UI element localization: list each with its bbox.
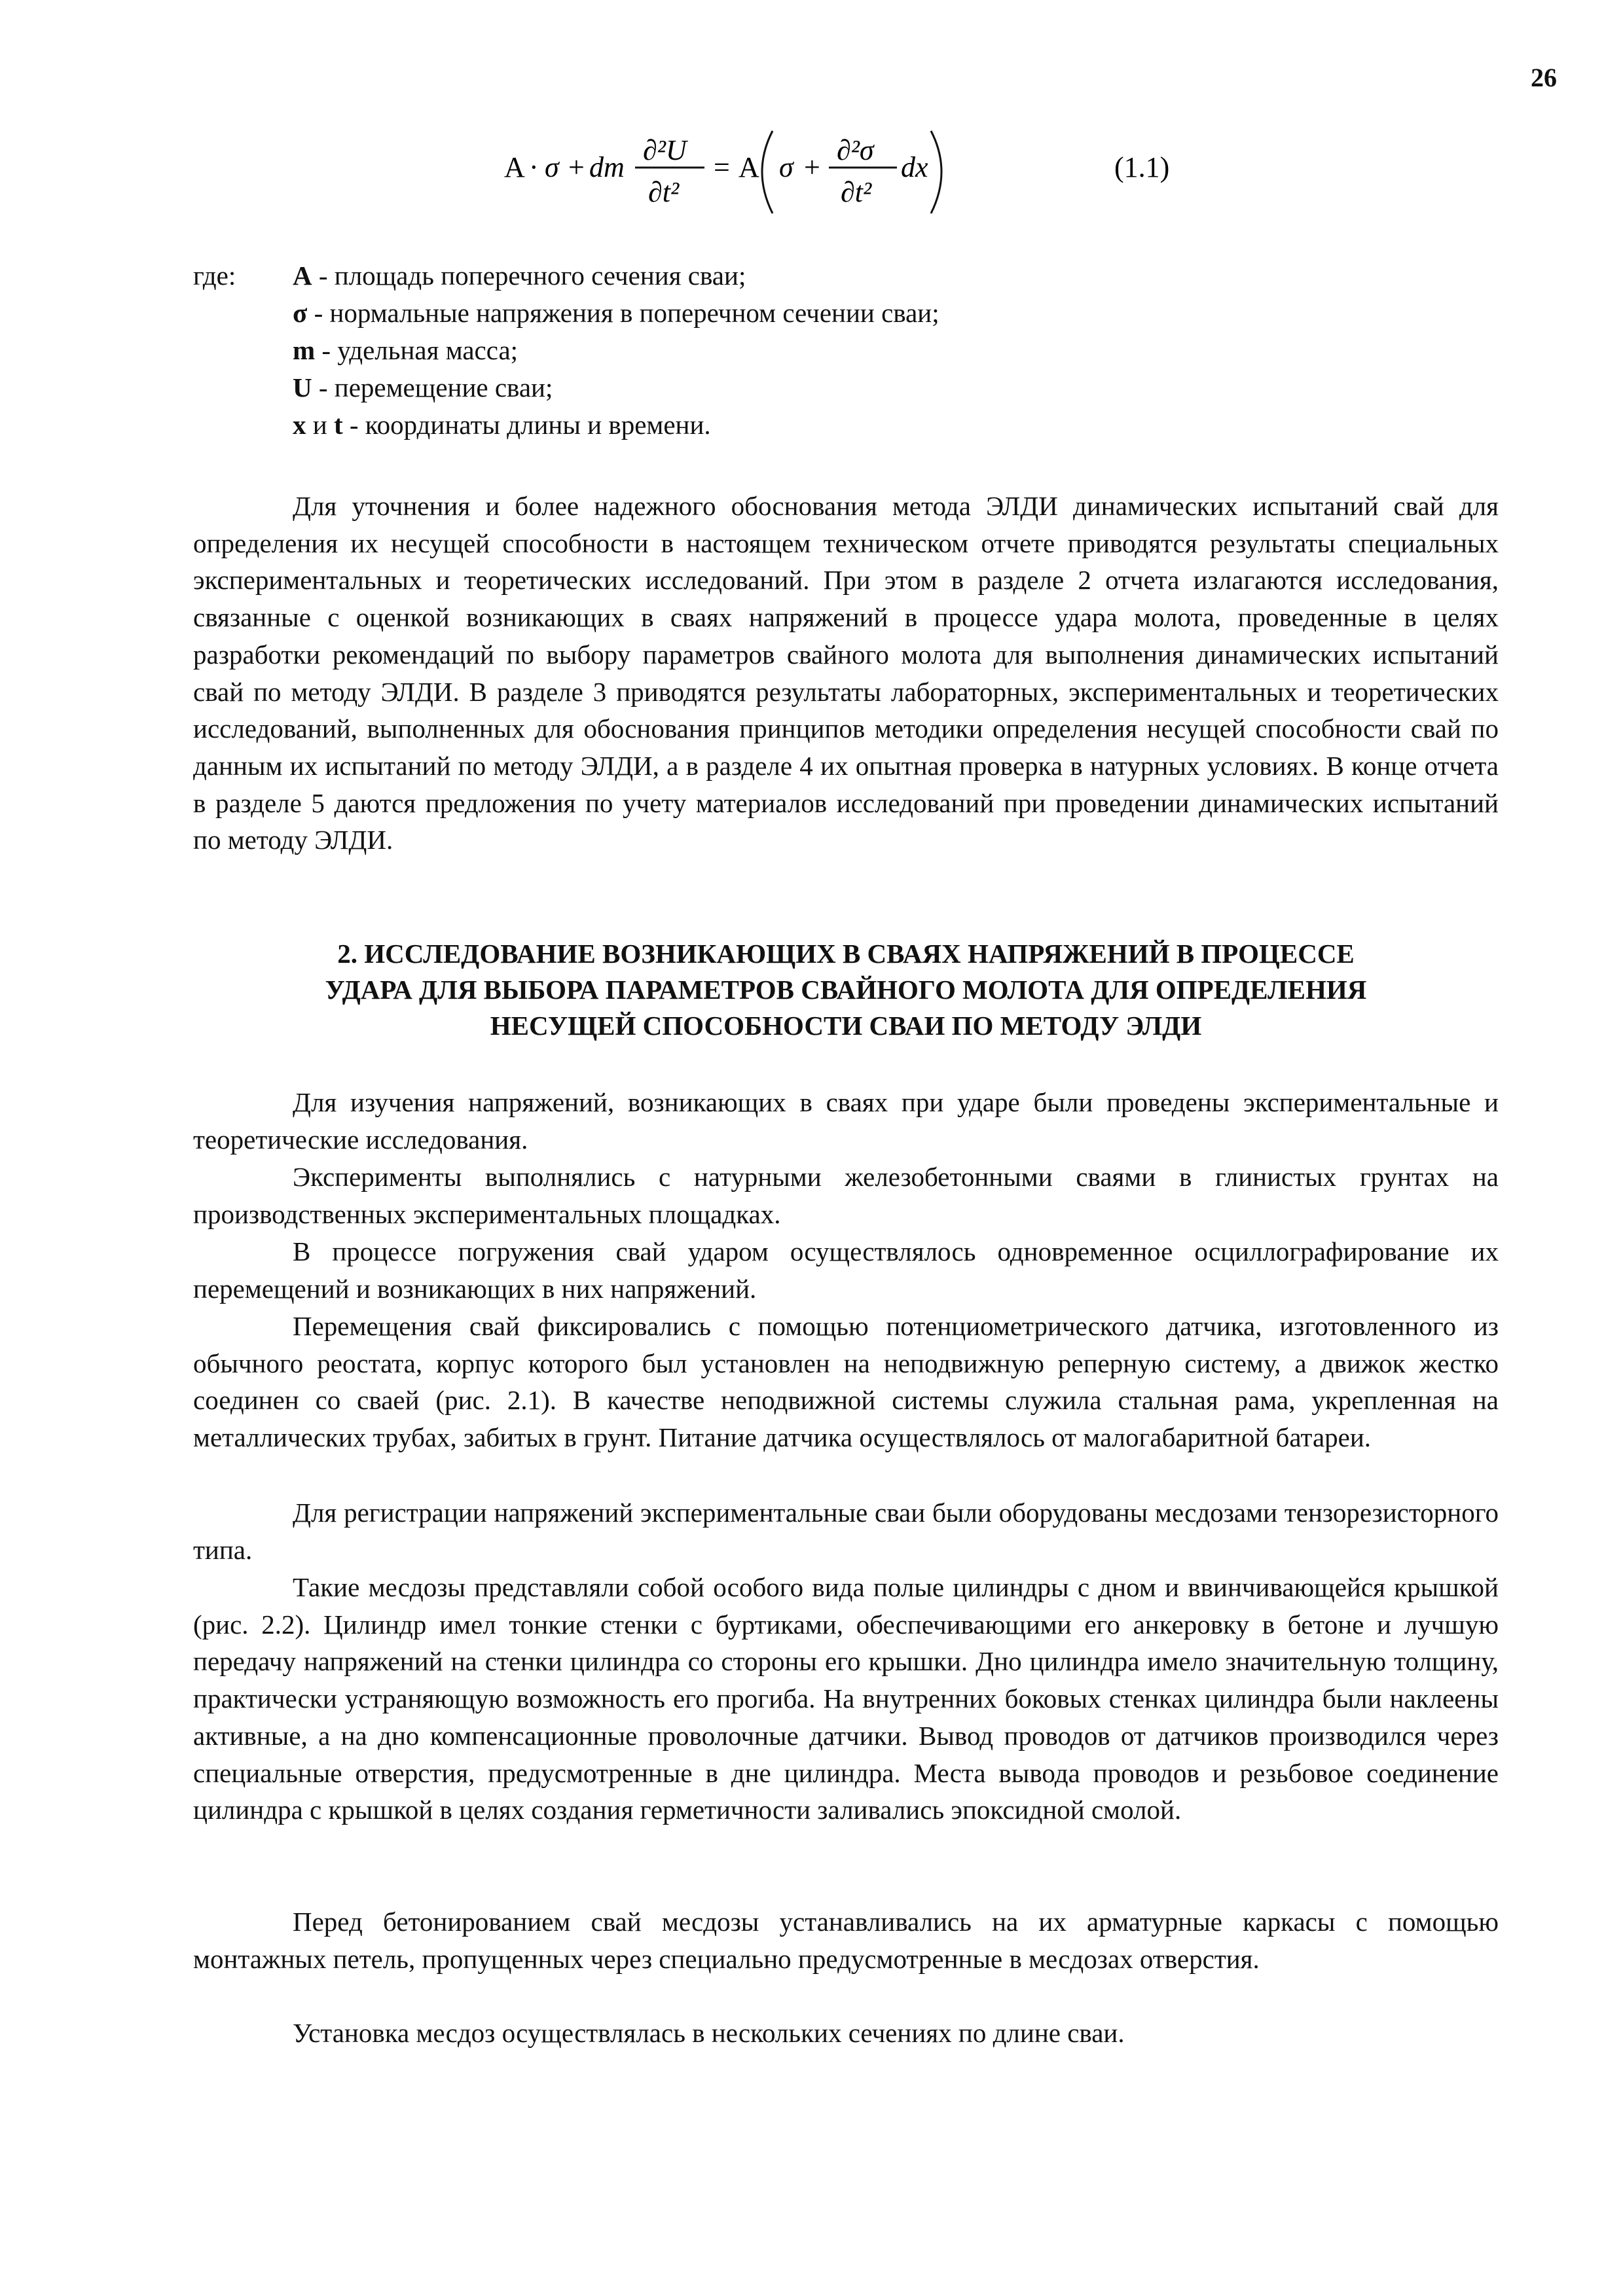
page-number: 26: [1531, 63, 1557, 92]
formula-rhs-a: A: [739, 151, 759, 183]
formula-rhs-sigma: σ: [779, 151, 793, 183]
intro-paragraph: Для уточнения и более надежного обоснования метода ЭЛДИ динамических испытаний свай для определения их несущей способности в настоящем техническом отчете приводятся результаты специальных экспериментальных и теоретических исследований. При этом в разделе 2 отчета излагаются исследования, связанные с оценкой возникающих в сваях напряжений в процессе удара молота, проведенные в целях разработки рекомендаций по выбору параметров свайного молота для выполнения динамических испытаний свай по методу ЭЛДИ. В разделе 3 приводятся результаты лабораторных, экспериментальных и теоретических исследований, выполненных для обоснования принципов методики определения несущей способности свай по данным их испытаний по методу ЭЛДИ, а в разделе 4 их опытная проверка в натурных условиях. В конце отчета в разделе 5 даются предложения по учету материалов исследований при проведении динамических испытаний по методу ЭЛДИ.: [193, 491, 1499, 855]
formula-equals: =: [714, 151, 730, 183]
paragraph-2: Эксперименты выполнялись с натурными железобетонными сваями в глинистых грунтах на производственных экспериментальных площадках.: [193, 1162, 1499, 1229]
formula-numerator-sigma: ∂²σ: [837, 134, 874, 166]
paragraph-1: Для изучения напряжений, возникающих в сваях при ударе были проведены экспериментальные и теоретические исследования.: [193, 1087, 1499, 1155]
right-paren: [931, 131, 941, 213]
formula-numerator-u: ∂²U: [643, 134, 687, 166]
paragraph-4: Перемещения свай фиксировались с помощью потенциометрического датчика, изготовленного из обычного реостата, корпус которого был установлен на неподвижную реперную систему, а движок жестко соединен со сваей (рис. 2.1). В качестве неподвижной системы служила стальная рама, укрепленная на металлических трубах, забитых в грунт. Питание датчика осуществлялось от малогабаритной батареи.: [193, 1311, 1499, 1453]
paragraph-7: Перед бетонированием свай месдозы устанавливались на их арматурные каркасы с помощью монтажных петель, пропущенных через специально предусмотренные в месдозах отверстия.: [193, 1907, 1499, 1974]
formula-1-1: [498, 124, 1283, 223]
paragraph-6: Такие месдозы представляли собой особого вида полые цилиндры с дном и ввинчивающейся крышкой (рис. 2.2). Цилиндр имел тонкие стенки с буртиками, обеспечивающими его анкеровку в бетоне и лучшую передачу напряжений на стенки цилиндра со стороны его крышки. Дно цилиндра имело значительную толщину, практически устраняющую возможность его прогиба. На внутренних боковых стенках цилиндра были наклеены активные, а на дно компенсационные проволочные датчики. Вывод проводов от датчиков производился через специальные отверстия, предусмотренные в дне цилиндра. Места вывода проводов и резьбовое соединение цилиндра с крышкой в целях создания герметичности заливались эпоксидной смолой.: [193, 1572, 1499, 1825]
definition-x-t: x и t - координаты длины и времени.: [293, 410, 711, 440]
formula-dot: ·: [529, 151, 539, 183]
definition-u: U - перемещение сваи;: [293, 372, 553, 403]
formula-lhs-a: A: [504, 151, 525, 183]
formula-dm: dm: [589, 151, 625, 183]
left-paren: [762, 131, 773, 213]
formula-sigma: σ: [545, 151, 559, 183]
paragraph-3: В процессе погружения свай ударом осуществлялось одновременное осциллографирование их перемещений и возникающих в них напряжений.: [193, 1236, 1499, 1304]
formula-plus: +: [568, 151, 585, 183]
formula-denominator-t2: ∂t²: [648, 176, 680, 208]
paragraph-5: Для регистрации напряжений экспериментальные сваи были оборудованы месдозами тензорезисторного типа.: [193, 1498, 1499, 1565]
formula-dx: dx: [901, 151, 928, 183]
formula-number: (1.1): [1114, 151, 1170, 183]
paragraph-8: Установка месдоз осуществлялась в нескольких сечениях по длине сваи.: [293, 2018, 1125, 2048]
definition-sigma: σ - нормальные напряжения в поперечном сечении сваи;: [293, 298, 939, 328]
formula-rhs-plus: +: [804, 151, 820, 183]
definition-a: A - площадь поперечного сечения сваи;: [293, 260, 746, 291]
where-label: где:: [193, 260, 236, 291]
section-heading: 2. ИССЛЕДОВАНИЕ ВОЗНИКАЮЩИХ В СВАЯХ НАПРЯЖЕНИЙ В ПРОЦЕССЕ УДАРА ДЛЯ ВЫБОРА ПАРАМЕТРОВ СВАЙНОГО МОЛОТА ДЛЯ ОПРЕДЕЛЕНИЯ НЕСУЩЕЙ СПОСОБНОСТИ СВАИ ПО МЕТОДУ ЭЛДИ: [325, 939, 1367, 1041]
formula-denominator-t2-2: ∂t²: [841, 176, 872, 208]
definition-m: m - удельная масса;: [293, 335, 519, 365]
